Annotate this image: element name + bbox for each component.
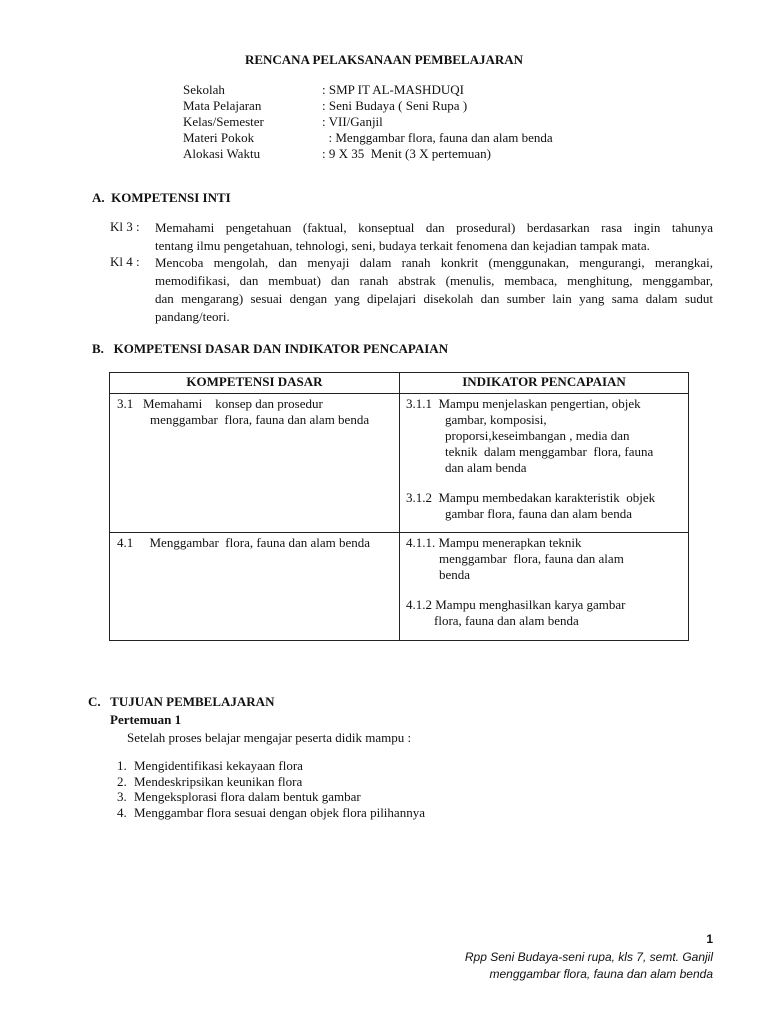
- section-a-heading: A. KOMPETENSI INTI: [92, 190, 231, 205]
- page-number: 1: [706, 932, 713, 946]
- table-header-indicator: INDIKATOR PENCAPAIAN: [400, 373, 689, 394]
- kd-cell: [110, 394, 400, 533]
- ki-text: [155, 219, 713, 255]
- indicator-line: proporsi,keseimbangan , media dan: [445, 428, 630, 443]
- competency-table: [109, 372, 689, 641]
- identity-value: : Menggambar flora, fauna dan alam benda: [322, 130, 553, 145]
- kd-line: 4.1 Menggambar flora, fauna dan alam benda: [117, 535, 371, 550]
- indicator-line: 4.1.2 Mampu menghasilkan karya gambar: [406, 597, 626, 612]
- indicator-line: menggambar flora, fauna dan alam: [439, 551, 624, 566]
- ki-text: [155, 254, 713, 326]
- identity-label: Materi Pokok: [183, 130, 255, 145]
- indicator-line: benda: [439, 567, 471, 582]
- table-header-row: [110, 373, 689, 394]
- table-row: [110, 394, 689, 533]
- indicator-line: 3.1.2 Mampu membedakan karakteristik objek: [406, 490, 656, 505]
- indicator-line: gambar, komposisi,: [445, 412, 547, 427]
- indicator-line: gambar flora, fauna dan alam benda: [445, 506, 632, 521]
- indicator-line: flora, fauna dan alam benda: [434, 613, 579, 628]
- indicator-cell: [400, 533, 689, 641]
- ki-line: pandang/teori.: [155, 309, 230, 324]
- indicator-line: teknik dalam menggambar flora, fauna: [445, 444, 654, 459]
- indicator-line: 4.1.1. Mampu menerapkan teknik: [406, 535, 582, 550]
- kd-line: 3.1 Memahami konsep dan prosedur: [117, 396, 323, 411]
- identity-value: : Seni Budaya ( Seni Rupa ): [322, 98, 468, 113]
- footer-line: Rpp Seni Budaya-seni rupa, kls 7, semt. Ganjil: [464, 950, 713, 964]
- list-item: 2. Mendeskripsikan keunikan flora: [130, 774, 425, 790]
- meeting-label: Pertemuan 1: [110, 712, 182, 727]
- identity-value: : 9 X 35 Menit (3 X pertemuan): [322, 146, 491, 161]
- identity-label: Kelas/Semester: [183, 114, 264, 129]
- ki-line: memodifikasi, dan membuat) dan ranah abstrak (menulis, membaca, menghitung, menggambar,: [155, 273, 713, 288]
- identity-value: : SMP IT AL-MASHDUQI: [322, 82, 464, 97]
- identity-value: : VII/Ganjil: [322, 114, 383, 129]
- identity-label: Mata Pelajaran: [183, 98, 262, 113]
- table-header-kd: KOMPETENSI DASAR: [110, 373, 400, 394]
- list-item: 3. Mengeksplorasi flora dalam bentuk gambar: [130, 789, 425, 805]
- list-item: 1. Mengidentifikasi kekayaan flora: [130, 758, 425, 774]
- goals-list: [110, 758, 425, 820]
- identity-label: Sekolah: [183, 82, 225, 97]
- footer-line: menggambar flora, fauna dan alam benda: [489, 967, 713, 981]
- ki-line: Memahami pengetahuan (faktual, konseptual dan prosedural) berdasarkan rasa ingin tahunya: [155, 220, 713, 235]
- ki-line: dan mengarang) sesuai dengan yang dipelajari disekolah dan sumber lain yang sama dalam sudut: [155, 291, 713, 306]
- section-c-heading: C. TUJUAN PEMBELAJARAN: [88, 694, 275, 709]
- section-b-heading: B. KOMPETENSI DASAR DAN INDIKATOR PENCAPAIAN: [92, 341, 449, 356]
- ki-key: Kl 3 :: [110, 219, 140, 234]
- table-row: [110, 533, 689, 641]
- identity-label: Alokasi Waktu: [183, 146, 261, 161]
- ki-key: Kl 4 :: [110, 254, 140, 269]
- kd-line: menggambar flora, fauna dan alam benda: [150, 412, 370, 427]
- kd-cell: [110, 533, 400, 641]
- indicator-line: 3.1.1 Mampu menjelaskan pengertian, objek: [406, 396, 641, 411]
- ki-line: Mencoba mengolah, dan menyaji dalam ranah konkrit (menggunakan, mengurangi, merangkai,: [155, 255, 713, 270]
- goals-intro: Setelah proses belajar mengajar peserta didik mampu :: [127, 730, 412, 745]
- indicator-line: dan alam benda: [445, 460, 527, 475]
- list-item: 4. Menggambar flora sesuai dengan objek flora pilihannya: [130, 805, 425, 821]
- indicator-cell: [400, 394, 689, 533]
- ki-line: tentang ilmu pengetahuan, tehnologi, seni, budaya terkait fenomena dan kejadian tampak mata.: [155, 238, 650, 253]
- document-title: RENCANA PELAKSANAAN PEMBELAJARAN: [244, 52, 524, 67]
